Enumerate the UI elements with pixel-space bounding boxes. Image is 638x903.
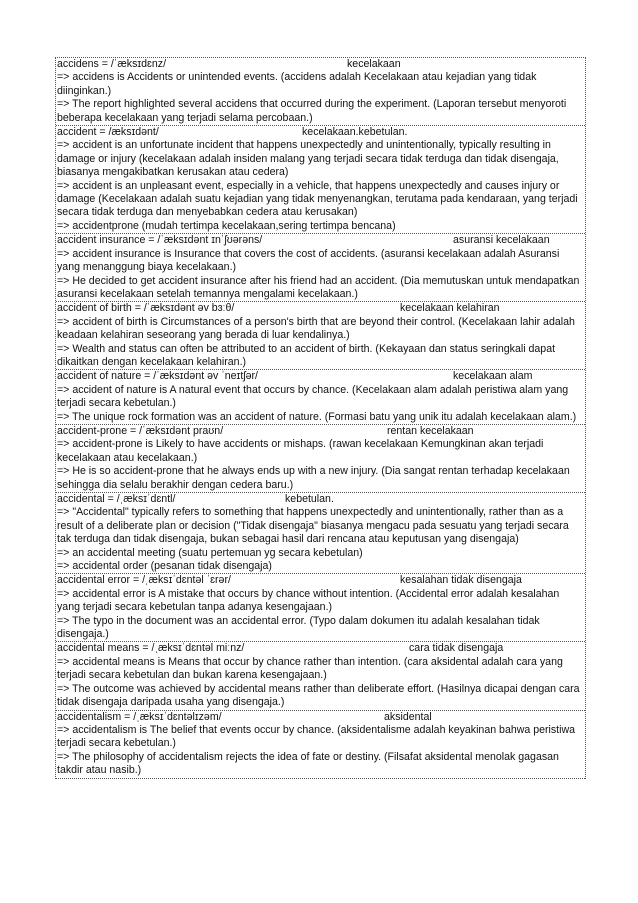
definition-line: => accidentalism is The belief that events occur by chance. (aksidentalisme adalah keyakinan bahwa peristiwa terjadi secara kebetulan.) [57,723,576,750]
dictionary-entry [56,58,585,126]
definition-line: => accidental means is Means that occur by chance rather than intention. (cara aksidental adalah cara yang terjadi secara kebetulan dan bukan karena kesengajaan.) [57,655,563,682]
dictionary-entry [56,302,585,370]
dictionary-entry [56,370,585,425]
term-pronunciation: accidens = /ˈæksɪdɛnz/ [57,58,167,70]
entry-heading [57,58,584,71]
dictionary-entry [56,642,585,710]
term-pronunciation: accidental = /ˌæksɪˈdɛntl/ [57,493,176,505]
term-pronunciation: accidental error = /ˌæksɪˈdɛntəl ˈɛrər/ [57,574,231,587]
definition-line: => He decided to get accident insurance after his friend had an accident. (Dia memutuskan untuk mendapatkan asuransi kecelakaan setelah temannya mengalami kecelakaan.) [57,274,580,300]
dictionary-entry [56,493,585,574]
dictionary-entry [56,234,585,302]
definition-line: => accident of birth is Circumstances of a person's birth that are beyond their control. (Kecelakaan lahir adalah keadaan kelahiran seseorang yang berada di luar kendalinya.) [57,315,575,342]
entry-heading [57,425,584,438]
definition-line: => The report highlighted several accidens that occurred during the experiment. (Laporan tersebut menyoroti beberapa kecelakaan yang terjadi selama percobaan.) [57,98,567,124]
definition-line: => "Accidental" typically refers to something that happens unexpectedly and unintentionally, rather than as a result of a deliberate plan or decision ("Tidak disengaja" biasanya mengacu pada sesuatu yang terjadi secara tak terduga dan tidak disengaja, bukan sebagai hasil dari rencana atau keputusan yang disengaja) [57,506,569,546]
definition-line: => accident insurance is Insurance that covers the cost of accidents. (asuransi kecelakaan adalah Asuransi yang menanggung biaya kecelakaan.) [57,247,560,274]
term-translation: aksidental [384,710,432,723]
entry-heading [57,642,584,655]
dictionary-entry [56,126,585,234]
entry-heading [57,493,584,506]
term-translation: kebetulan. [285,493,334,505]
term-translation: kecelakaan.kebetulan. [302,126,408,139]
dictionary-entry [56,425,585,493]
entry-heading [57,574,584,587]
term-translation: kecelakaan alam [453,370,533,383]
term-translation: kecelakaan kelahiran [400,302,500,315]
dictionary-entry [56,711,585,779]
definition-line: => The unique rock formation was an accident of nature. (Formasi batu yang unik itu adalah kecelakaan alam.) [57,410,577,423]
entry-heading [57,370,584,383]
term-pronunciation: accidentalism = /ˌæksɪˈdɛntəlɪzəm/ [57,710,222,723]
term-translation: asuransi kecelakaan [453,234,550,247]
definition-line: => The outcome was achieved by accidental means rather than deliberate effort. (Hasilnya dicapai dengan cara tidak disengaja daripada usaha yang disengaja.) [57,682,580,709]
term-translation: cara tidak disengaja [409,642,504,655]
dictionary-entry [56,574,585,642]
definition-line: => He is so accident-prone that he always ends up with a new injury. (Dia sangat rentan terhadap kecelakaan sehingga dia selalu berakhir dengan cedera baru.) [57,465,570,491]
entry-heading [57,234,584,247]
term-pronunciation: accident-prone = /ˈæksɪdənt praʊn/ [57,424,224,437]
term-pronunciation: accident of nature = /ˈæksɪdənt əv ˈneɪtʃər/ [57,370,258,383]
definition-line: => accidens is Accidents or unintended events. (accidens adalah Kecelakaan atau kejadian yang tidak diinginkan.) [57,71,537,97]
term-translation: kesalahan tidak disengaja [400,574,522,587]
entry-heading [57,126,584,139]
definition-line: => accidental error is A mistake that occurs by chance without intention. (Accidental error adalah kesalahan yang terjadi secara kebetulan tanpa adanya kesengajaan.) [57,587,560,614]
term-translation: kecelakaan [347,58,401,70]
definition-line: => accident of nature is A natural event that occurs by chance. (Kecelakaan alam adalah peristiwa alam yang terjadi secara kebetulan.) [57,383,569,410]
term-pronunciation: accident insurance = /ˈæksɪdənt ɪnˈʃʊərəns/ [57,234,263,247]
term-pronunciation: accident of birth = /ˈæksɪdənt əv bɜːθ/ [57,302,235,315]
definition-line: => accidentprone (mudah tertimpa kecelakaan,sering tertimpa bencana) [57,219,396,232]
definition-line: => accident is an unfortunate incident that happens unexpectedly and unintentionally, typically resulting in damage or injury (kecelakaan adalah insiden malang yang terjadi secara tidak terduga dan tidak disengaja, biasanya mengakibatkan kerusakan atau cedera) [57,139,559,179]
term-pronunciation: accident = /æksɪdənt/ [57,126,159,139]
entry-heading [57,711,584,724]
definition-line: => an accidental meeting (suatu pertemuan yg secara kebetulan) [57,546,363,559]
definition-line: => accidental order (pesanan tidak disengaja) [57,560,272,573]
term-translation: rentan kecelakaan [387,424,474,437]
definition-line: => The philosophy of accidentalism rejects the idea of fate or destiny. (Filsafat aksidental menolak gagasan takdir atau nasib.) [57,750,559,777]
entry-heading [57,302,584,315]
term-pronunciation: accidental means = /ˌæksɪˈdɛntəl miːnz/ [57,642,245,655]
definition-line: => accident is an unpleasant event, especially in a vehicle, that happens unexpectedly and causes injury or damage (Kecelakaan adalah suatu kejadian yang tidak menyenangkan, terutama pada kendaraan, yang terjadi secara tidak terduga dan menyebabkan cedera atau kerusakan) [57,179,578,219]
definition-line: => The typo in the document was an accidental error. (Typo dalam dokumen itu adalah kesalahan tidak disengaja.) [57,614,540,641]
definition-line: => Wealth and status can often be attributed to an accident of birth. (Kekayaan dan status seringkali dapat dikaitkan dengan kecelakaan kelahiran.) [57,342,556,368]
glossary-table [55,57,586,779]
definition-line: => accident-prone is Likely to have accidents or mishaps. (rawan kecelakaan Kemungkinan akan terjadi kecelakaan atau kecelakaan.) [57,438,544,464]
